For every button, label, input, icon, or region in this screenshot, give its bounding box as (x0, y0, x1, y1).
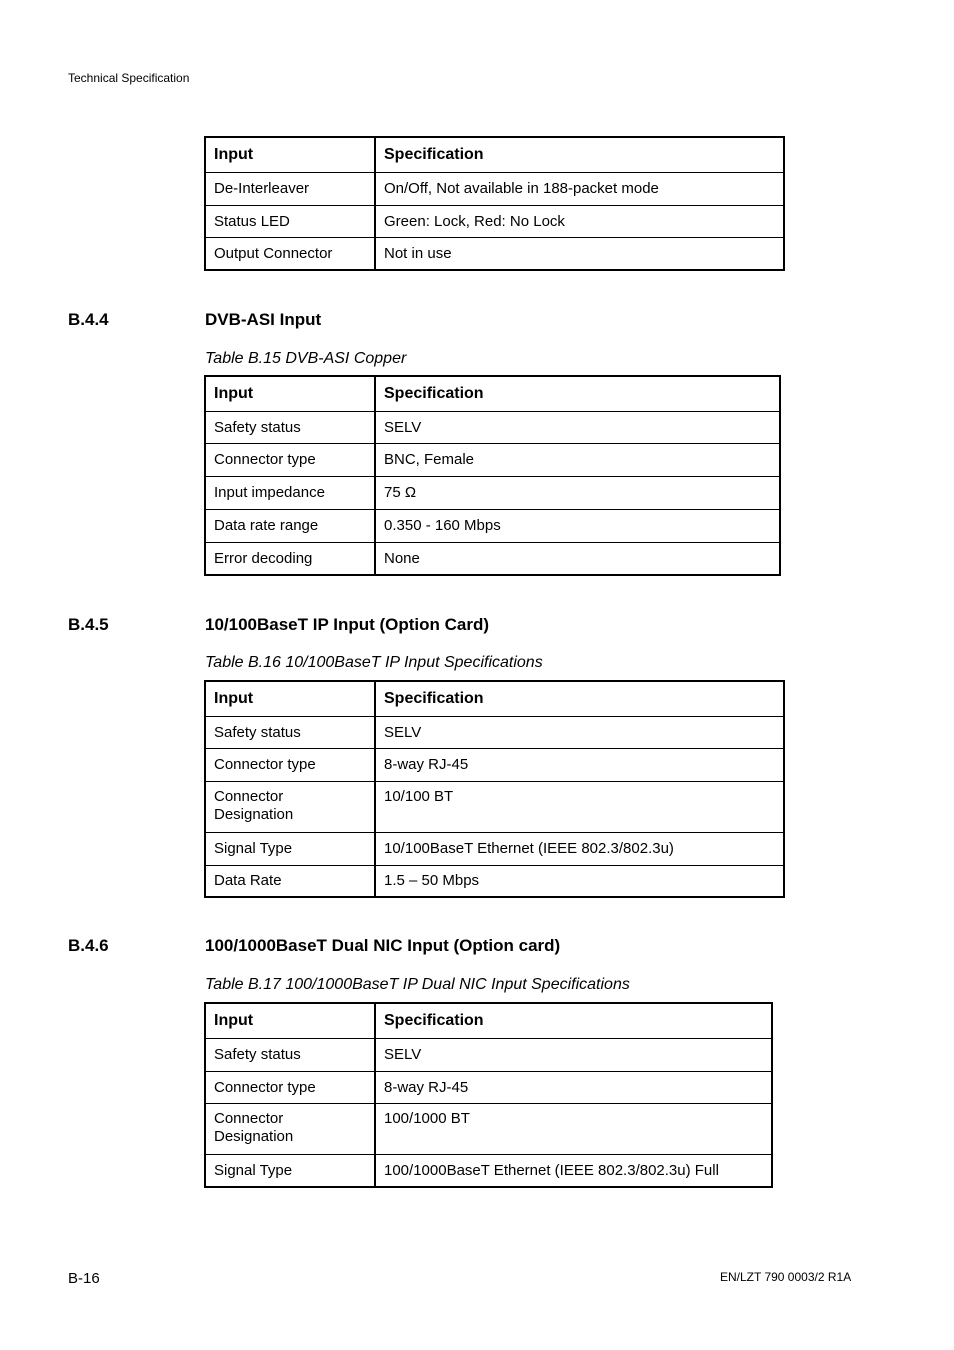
section-title: 10/100BaseT IP Input (Option Card) (205, 615, 490, 634)
page-number: B-16 (68, 1270, 100, 1287)
table-row (205, 509, 780, 542)
input-cell: Signal Type (205, 832, 375, 865)
table-row (205, 748, 784, 781)
running-header: Technical Specification (68, 71, 190, 85)
spec-table-continued (204, 136, 785, 271)
table-row (205, 781, 784, 832)
table-row (205, 205, 784, 237)
input-cell: Safety status (205, 1038, 375, 1071)
section-number: B.4.6 (68, 936, 109, 955)
table-header-row (205, 1003, 772, 1038)
specification-cell: SELV (375, 1038, 772, 1071)
specification-cell: 8-way RJ-45 (375, 748, 784, 781)
specification-cell: 10/100 BT (375, 781, 784, 832)
column-header-input: Input (205, 137, 375, 172)
column-header-input: Input (205, 1003, 375, 1038)
input-cell: Input impedance (205, 476, 375, 509)
table-row (205, 237, 784, 270)
table-row (205, 172, 784, 205)
table-row (205, 1071, 772, 1103)
input-cell: Safety status (205, 716, 375, 748)
document-id: EN/LZT 790 0003/2 R1A (720, 1270, 852, 1284)
table-row (205, 716, 784, 748)
specification-cell: 100/1000BaseT Ethernet (IEEE 802.3/802.3u) Full (375, 1154, 772, 1187)
table-header-row (205, 681, 784, 716)
input-cell: Connector Designation (205, 1103, 375, 1154)
specification-cell: On/Off, Not available in 188-packet mode (375, 172, 784, 205)
table-header-row (205, 137, 784, 172)
section-title: 100/1000BaseT Dual NIC Input (Option card) (205, 936, 561, 955)
specification-cell: Not in use (375, 237, 784, 270)
table-caption: Table B.17 100/1000BaseT IP Dual NIC Input Specifications (205, 976, 630, 993)
table-row (205, 1038, 772, 1071)
column-header-specification: Specification (375, 1003, 772, 1038)
column-header-input: Input (205, 681, 375, 716)
section-title: DVB-ASI Input (205, 310, 322, 329)
table-row (205, 411, 780, 443)
table-row (205, 443, 780, 476)
input-cell: Data Rate (205, 865, 375, 897)
table-row (205, 1103, 772, 1154)
input-cell: Output Connector (205, 237, 375, 270)
input-cell: Connector type (205, 1071, 375, 1103)
input-cell: Connector type (205, 443, 375, 476)
specification-cell: 100/1000 BT (375, 1103, 772, 1154)
spec-table-dvb-asi (204, 375, 781, 576)
input-cell: Signal Type (205, 1154, 375, 1187)
table-row (205, 865, 784, 897)
column-header-specification: Specification (375, 137, 784, 172)
table-row (205, 1154, 772, 1187)
column-header-specification: Specification (375, 681, 784, 716)
table-header-row (205, 376, 780, 411)
column-header-specification: Specification (375, 376, 780, 411)
specification-cell: 75 Ω (375, 476, 780, 509)
table-row (205, 476, 780, 509)
section-number: B.4.5 (68, 615, 109, 634)
specification-cell: Green: Lock, Red: No Lock (375, 205, 784, 237)
input-cell: De-Interleaver (205, 172, 375, 205)
specification-cell: 0.350 - 160 Mbps (375, 509, 780, 542)
input-cell: Safety status (205, 411, 375, 443)
input-cell: Connector type (205, 748, 375, 781)
input-cell: Error decoding (205, 542, 375, 575)
specification-cell: SELV (375, 716, 784, 748)
table-caption: Table B.15 DVB-ASI Copper (205, 350, 407, 367)
specification-cell: SELV (375, 411, 780, 443)
table-caption: Table B.16 10/100BaseT IP Input Specifications (205, 654, 543, 671)
table-row (205, 832, 784, 865)
specification-cell: BNC, Female (375, 443, 780, 476)
input-cell: Connector Designation (205, 781, 375, 832)
specification-cell: 1.5 – 50 Mbps (375, 865, 784, 897)
column-header-input: Input (205, 376, 375, 411)
input-cell: Data rate range (205, 509, 375, 542)
spec-table-10-100baset (204, 680, 785, 898)
specification-cell: 10/100BaseT Ethernet (IEEE 802.3/802.3u) (375, 832, 784, 865)
specification-cell: 8-way RJ-45 (375, 1071, 772, 1103)
spec-table-dual-nic (204, 1002, 773, 1188)
specification-cell: None (375, 542, 780, 575)
input-cell: Status LED (205, 205, 375, 237)
section-number: B.4.4 (68, 310, 109, 329)
table-row (205, 542, 780, 575)
